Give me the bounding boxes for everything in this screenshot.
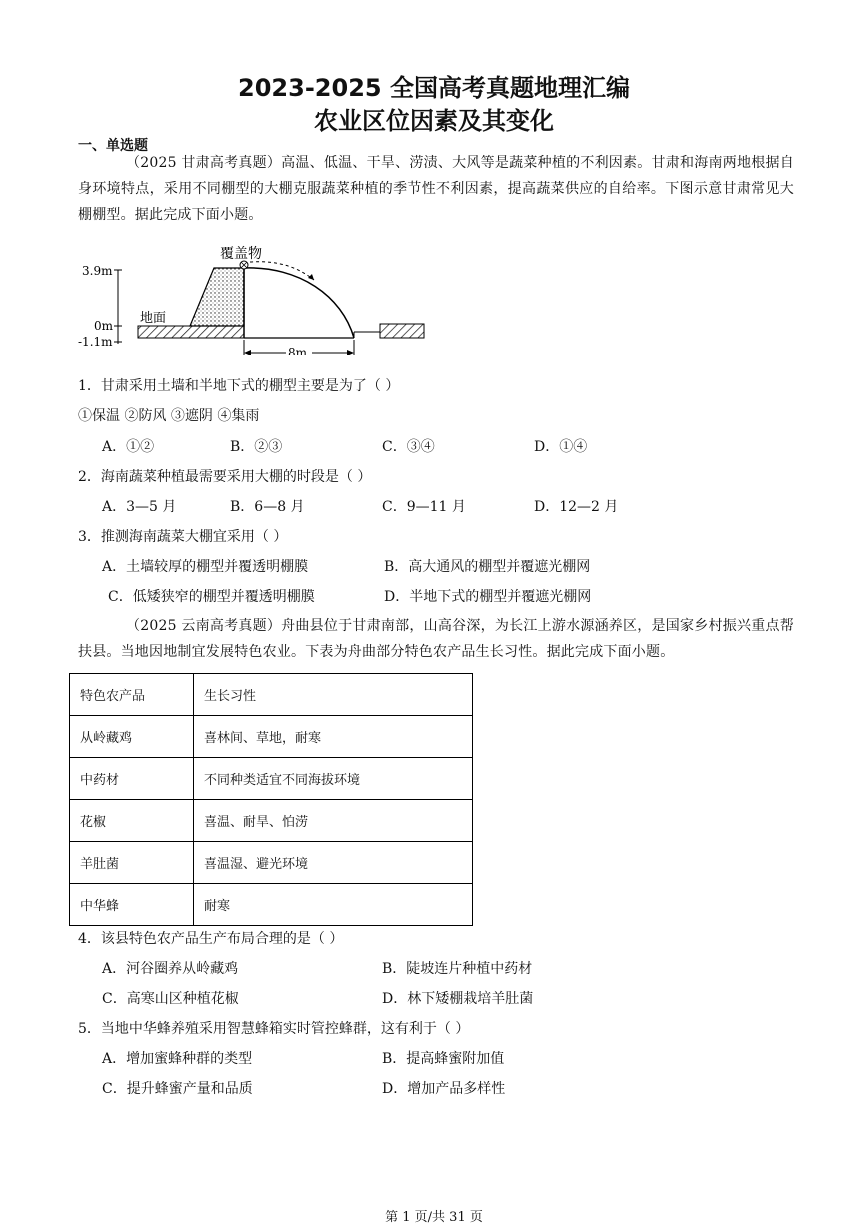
height-label-zero: 0m: [94, 319, 114, 333]
question-4-option-a[interactable]: A．河谷圈养从岭藏鸡: [102, 961, 239, 977]
question-3-option-d[interactable]: D．半地下式的棚型并覆遮光棚网: [384, 589, 592, 605]
question-3-option-b[interactable]: B．高大通风的棚型并覆遮光棚网: [384, 559, 591, 575]
document-title: 2023-2025 全国高考真题地理汇编: [238, 74, 630, 102]
question-4-option-c[interactable]: C．高寒山区种植花椒: [102, 991, 239, 1007]
question-3-option-c[interactable]: C．低矮狭窄的棚型并覆透明棚膜: [108, 589, 315, 605]
question-2-option-d[interactable]: D．12—2 月: [534, 499, 619, 515]
table-cell: 不同种类适宜不同海拔环境: [194, 758, 473, 800]
table-row: [70, 884, 473, 926]
document-subtitle: 农业区位因素及其变化: [314, 107, 554, 135]
ground-label: 地面: [140, 311, 167, 326]
intro-paragraph-zhouqu: （2025 云南高考真题）舟曲县位于甘肃南部，山高谷深，为长江上游水源涵养区，是国家乡村振兴重点帮扶县。当地因地制宜发展特色农业。下表为舟曲部分特色农产品生长习性。据此完成下面小题。: [78, 618, 794, 660]
width-label: 8m: [288, 346, 308, 355]
table-cell: 从岭藏鸡: [70, 716, 194, 758]
question-1-option-d[interactable]: D．①④: [534, 439, 588, 455]
question-5-option-b[interactable]: B．提高蜂蜜附加值: [382, 1051, 505, 1067]
page-number-footer: 第 1 页/共 31 页: [385, 1210, 483, 1225]
table-cell: 喜温湿、避光环境: [194, 842, 473, 884]
table-header-row: [70, 674, 473, 716]
question-5-stem: 5．当地中华蜂养殖采用智慧蜂箱实时管控蜂群，这有利于（ ）: [78, 1021, 470, 1037]
greenhouse-figure: [74, 240, 434, 359]
question-2-option-c[interactable]: C．9—11 月: [382, 499, 466, 515]
table-cell: 花椒: [70, 800, 194, 842]
question-1-option-a[interactable]: A．①②: [102, 439, 155, 455]
table-cell: 羊肚菌: [70, 842, 194, 884]
question-1-option-b[interactable]: B．②③: [230, 439, 283, 455]
section-heading: 一、单选题: [78, 138, 148, 154]
table-header-cell: 特色农产品: [70, 674, 194, 716]
question-5-option-a[interactable]: A．增加蜜蜂种群的类型: [102, 1051, 253, 1067]
height-label-top: 3.9m: [82, 264, 113, 278]
intro-paragraph-gansu: （2025 甘肃高考真题）高温、低温、干旱、涝渍、大风等是蔬菜种植的不利因素。甘肃和海南两地根据自身环境特点，采用不同棚型的大棚克服蔬菜种植的季节性不利因素，提高蔬菜供应的自给率。下图示意甘肃常见大棚棚型。据此完成下面小题。: [78, 155, 794, 223]
table-cell: 喜林间、草地，耐寒: [194, 716, 473, 758]
question-5-option-d[interactable]: D．增加产品多样性: [382, 1081, 506, 1097]
table-row: [70, 842, 473, 884]
table-header-cell: 生长习性: [194, 674, 473, 716]
question-4-stem: 4．该县特色农产品生产布局合理的是（ ）: [78, 931, 344, 947]
question-4-option-b[interactable]: B．陡坡连片种植中药材: [382, 961, 533, 977]
question-2-stem: 2．海南蔬菜种植最需要采用大棚的时段是（ ）: [78, 469, 372, 485]
question-4-option-d[interactable]: D．林下矮棚栽培羊肚菌: [382, 991, 534, 1007]
table-row: [70, 800, 473, 842]
table-cell: 中药材: [70, 758, 194, 800]
table-row: [70, 758, 473, 800]
question-5-option-c[interactable]: C．提升蜂蜜产量和品质: [102, 1081, 253, 1097]
cover-label: 覆盖物: [220, 246, 262, 262]
height-label-bottom: -1.1m: [78, 335, 113, 349]
greenhouse-arch: [244, 268, 354, 338]
product-habits-table: [69, 673, 473, 926]
question-3-stem: 3．推测海南蔬菜大棚宜采用（ ）: [78, 529, 288, 545]
question-3-option-a[interactable]: A．土墙较厚的棚型并覆透明棚膜: [102, 559, 309, 575]
greenhouse-diagram: [74, 240, 434, 355]
table-row: [70, 716, 473, 758]
question-1-stem: 1．甘肃采用土墙和半地下式的棚型主要是为了（ ）: [78, 378, 400, 394]
question-1-option-c[interactable]: C．③④: [382, 439, 435, 455]
question-2-option-b[interactable]: B．6—8 月: [230, 499, 305, 515]
table-cell: 中华蜂: [70, 884, 194, 926]
question-2-option-a[interactable]: A．3—5 月: [102, 499, 177, 515]
question-1-statements: ①保温 ②防风 ③遮阴 ④集雨: [78, 408, 260, 424]
table-cell: 喜温、耐旱、怕涝: [194, 800, 473, 842]
table-cell: 耐寒: [194, 884, 473, 926]
earth-wall: [190, 268, 244, 326]
